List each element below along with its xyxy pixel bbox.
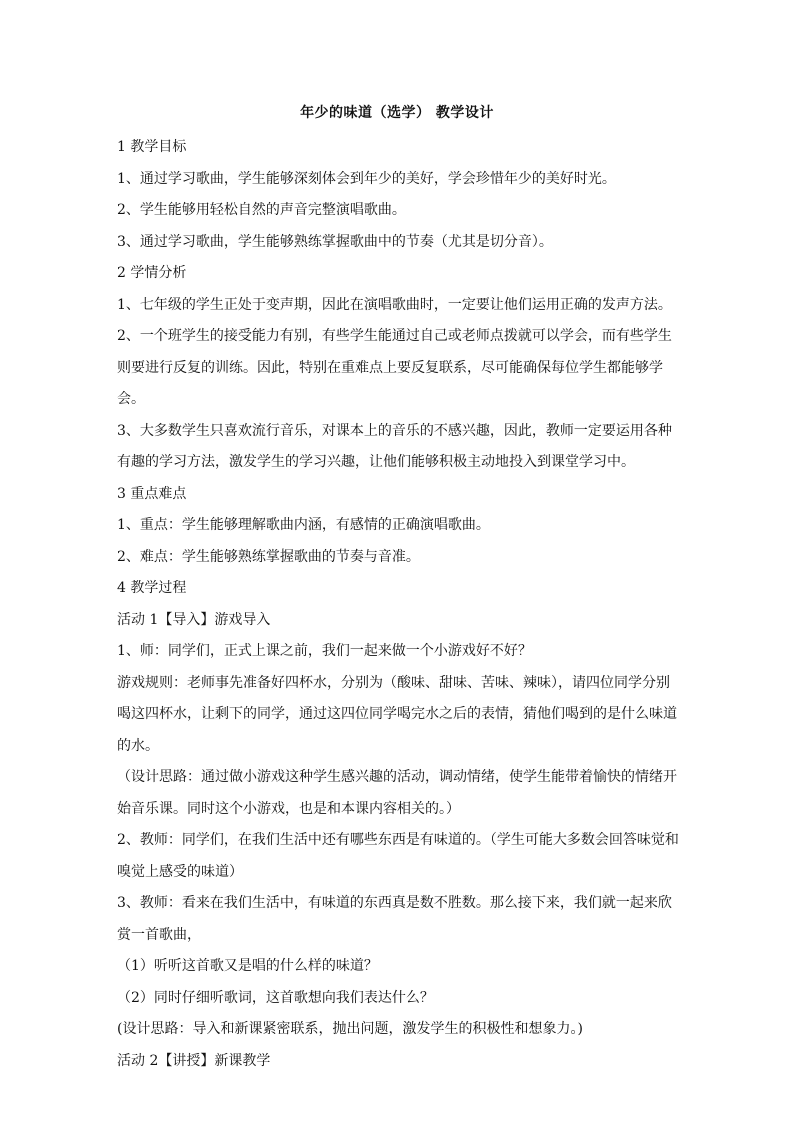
paragraph: 2、教师：同学们，在我们生活中还有哪些东西是有味道的。（学生可能大多数会回答味觉和嗅觉上感受的味道）: [117, 832, 679, 880]
paragraph: （设计思路：通过做小游戏这种学生感兴趣的活动，调动情绪，使学生能带着愉快的情绪开始音乐课。同时这个小游戏，也是和本课内容相关的。）: [117, 769, 677, 817]
document-title: 年少的味道（选学） 教学设计: [300, 105, 494, 121]
activity-heading: 活动 1【导入】游戏导入: [117, 611, 271, 628]
paragraph: 1、七年级的学生正处于变声期，因此在演唱歌曲时，一定要让他们运用正确的发声方法。: [117, 296, 672, 313]
document-body: [117, 132, 683, 1077]
paragraph: （1）听听这首歌又是唱的什么样的味道？: [117, 958, 378, 974]
paragraph: 2、难点：学生能够熟练掌握歌曲的节奏与音准。: [117, 548, 420, 565]
paragraph: 游戏规则：老师事先准备好四杯水，分别为（酸味、甜味、苦味、辣味），请四位同学分别喝这四杯水，让剩下的同学，通过这四位同学喝完水之后的表情，猜他们喝到的是什么味道的水。: [117, 674, 677, 754]
paragraph: 3、教师：看来在我们生活中，有味道的东西真是数不胜数。那么接下来，我们就一起来欣赏一首歌曲，: [117, 895, 672, 943]
activity-heading: 活动 2【讲授】新课教学: [117, 1052, 271, 1069]
paragraph: 1、重点：学生能够理解歌曲内涵，有感情的正确演唱歌曲。: [117, 517, 490, 533]
section-heading-process: 4 教学过程: [117, 580, 187, 596]
paragraph: 1、师：同学们，正式上课之前，我们一起来做一个小游戏好不好？: [117, 643, 532, 659]
paragraph: 1、通过学习歌曲，学生能够深刻体会到年少的美好，学会珍惜年少的美好时光。: [117, 170, 616, 187]
paragraph: 2、一个班学生的接受能力有别，有些学生能通过自己或老师点拨就可以学会，而有些学生则要进行反复的训练。因此，特别在重难点上要反复联系，尽可能确保每位学生都能够学会。: [117, 328, 672, 407]
paragraph: （2）同时仔细听歌词，这首歌想向我们表达什么？: [117, 989, 434, 1006]
paragraph: (设计思路：导入和新课紧密联系，抛出问题，激发学生的积极性和想象力。): [117, 1021, 583, 1037]
paragraph: 3、大多数学生只喜欢流行音乐，对课本上的音乐的不感兴趣，因此，教师一定要运用各种有趣的学习方法，激发学生的学习兴趣，让他们能够积极主动地投入到课堂学习中。: [117, 422, 672, 470]
section-heading-analysis: 2 学情分析: [117, 265, 187, 281]
paragraph: 3、通过学习歌曲，学生能够熟练掌握歌曲中的节奏（尤其是切分音）。: [117, 233, 553, 250]
section-heading-objectives: 1 教学目标: [117, 139, 187, 155]
paragraph: 2、学生能够用轻松自然的声音完整演唱歌曲。: [117, 202, 406, 218]
section-heading-key-points: 3 重点难点: [117, 485, 187, 502]
